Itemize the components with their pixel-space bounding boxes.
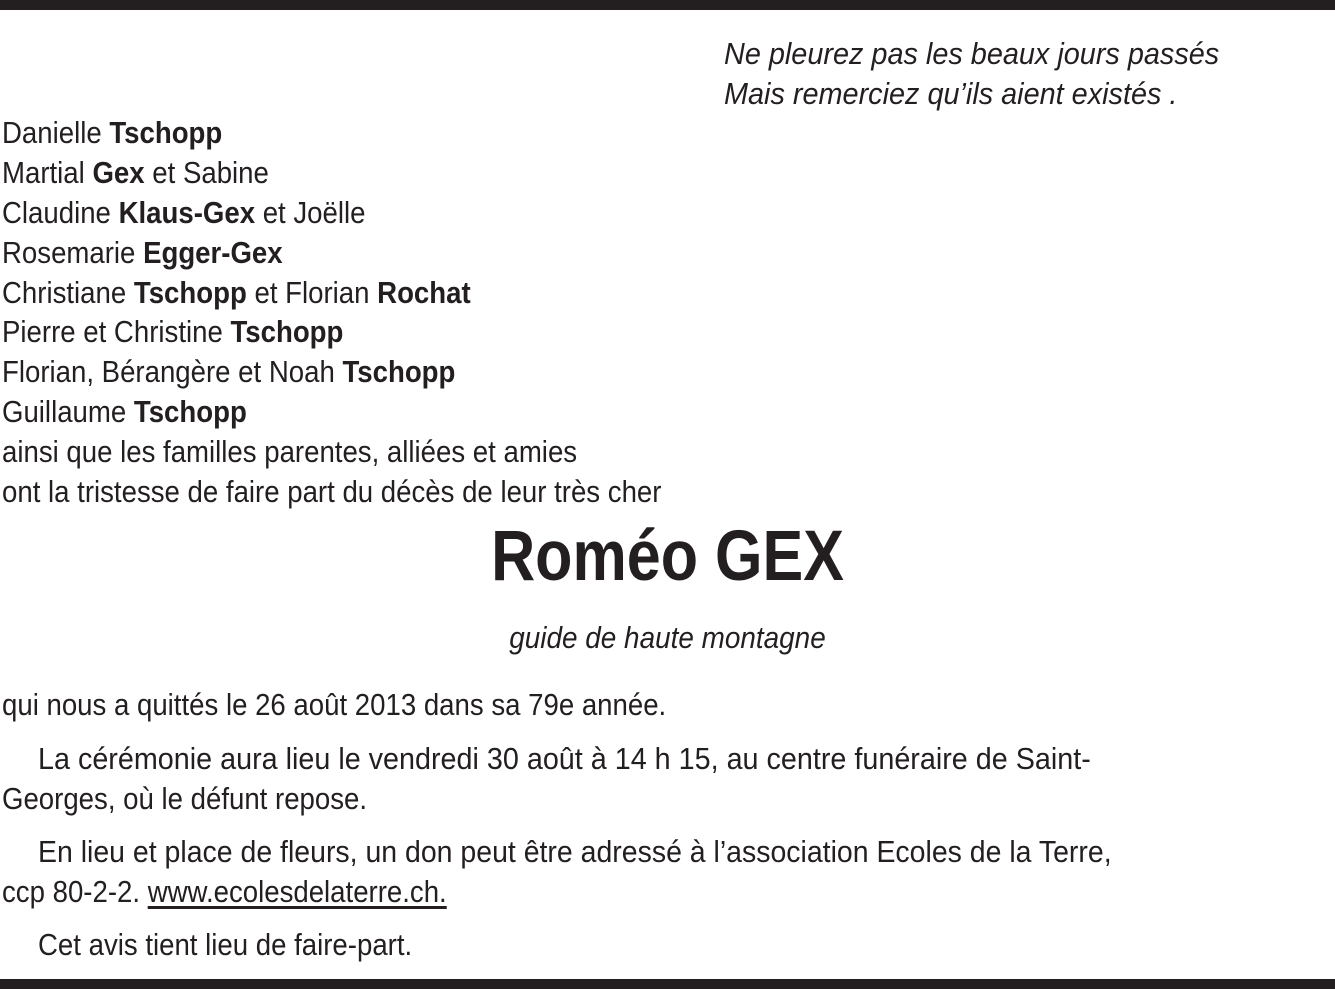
family-surname: Tschopp	[342, 354, 456, 390]
passing-date-line: qui nous a quittés le 26 août 2013 dans sa 79e année.	[2, 687, 667, 722]
family-surname: Tschopp	[230, 314, 344, 350]
epigraph-line-2: Mais remerciez qu’ils aient existés .	[724, 76, 1178, 111]
family-text: et Joëlle	[255, 194, 366, 230]
family-text: Guillaume	[2, 394, 134, 430]
family-surname: Rochat	[377, 274, 471, 310]
family-list	[2, 113, 892, 512]
family-text: Christiane	[2, 274, 134, 310]
bottom-rule	[0, 979, 1335, 989]
family-text: et Sabine	[144, 154, 269, 190]
family-line	[2, 233, 892, 273]
family-surname: Tschopp	[109, 115, 223, 150]
family-text: Martial	[2, 154, 93, 190]
closing-note: Cet avis tient lieu de faire-part.	[38, 927, 413, 962]
family-text: et Florian	[246, 274, 378, 310]
family-surname: Tschopp	[133, 274, 247, 310]
family-line	[2, 312, 892, 352]
donation-website-link[interactable]: www.ecolesdelaterre.ch.	[147, 874, 447, 909]
family-line	[2, 432, 892, 472]
donation-ccp: ccp 80-2-2.	[2, 874, 148, 909]
family-surname: Klaus-Gex	[118, 194, 256, 230]
family-line	[2, 113, 892, 153]
family-line	[2, 472, 892, 512]
family-text: Florian, Bérangère et Noah	[2, 354, 343, 390]
family-text: Rosemarie	[2, 234, 144, 270]
ceremony-line-2: Georges, où le défunt repose.	[2, 781, 368, 816]
ceremony-line-1: La cérémonie aura lieu le vendredi 30 août à 14 h 15, au centre funéraire de Saint-	[38, 741, 1091, 776]
family-line	[2, 392, 892, 432]
epigraph	[724, 34, 1282, 114]
epigraph-line-1: Ne pleurez pas les beaux jours passés	[724, 36, 1220, 71]
family-text: Claudine	[2, 194, 119, 230]
family-text: ont la tristesse de faire part du décès de leur très cher	[2, 474, 662, 510]
family-surname: Egger-Gex	[143, 234, 283, 270]
deceased-name: Roméo GEX	[491, 517, 844, 596]
family-surname: Tschopp	[133, 394, 247, 430]
family-line	[2, 153, 892, 193]
family-surname: Gex	[92, 154, 145, 190]
family-line	[2, 352, 892, 392]
family-text: Pierre et Christine	[2, 314, 231, 350]
family-line	[2, 273, 892, 313]
family-line	[2, 193, 892, 233]
deceased-profession: guide de haute montagne	[509, 620, 826, 655]
donation-line-1: En lieu et place de fleurs, un don peut être adressé à l’association Ecoles de la Terre,	[38, 834, 1112, 869]
donation-line-2	[2, 872, 447, 912]
family-text: Danielle	[2, 115, 110, 150]
family-text: ainsi que les familles parentes, alliées et amies	[2, 434, 578, 470]
top-rule	[0, 0, 1335, 10]
